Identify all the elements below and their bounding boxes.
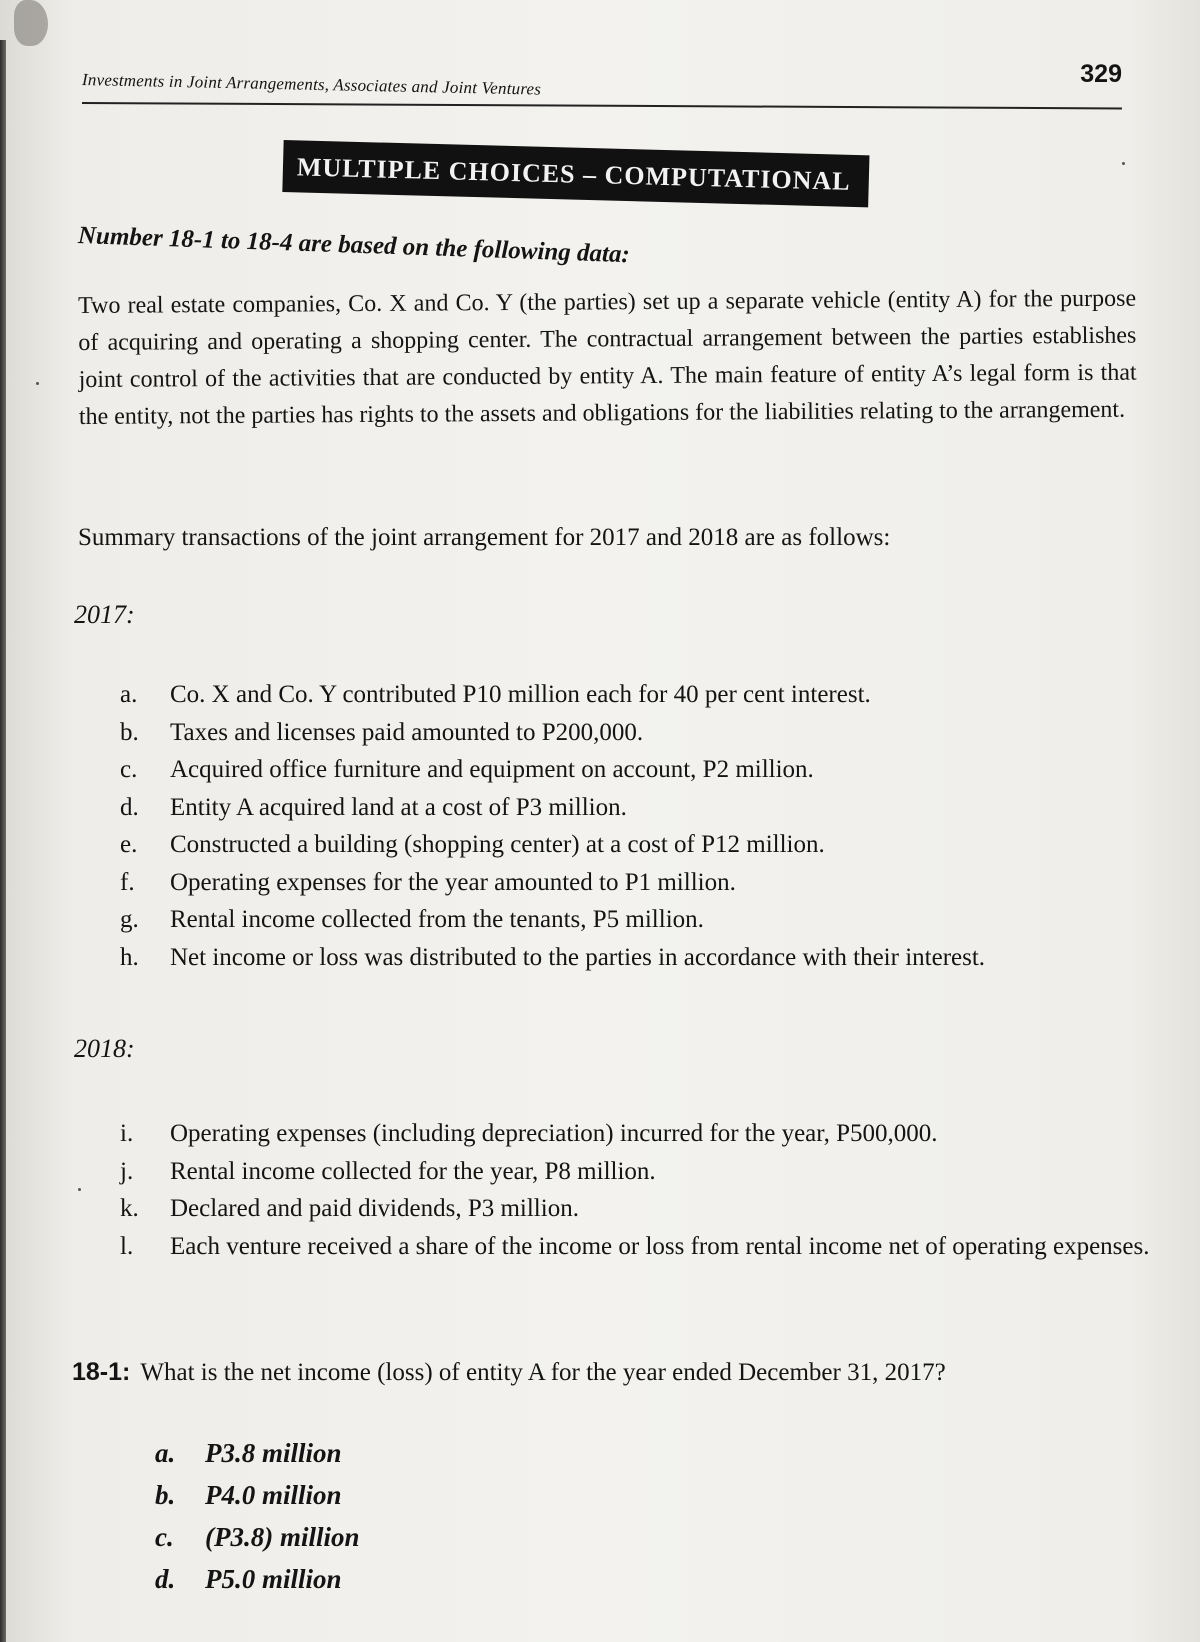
choice-letter: a. [155,1438,176,1468]
choice-letter: d. [155,1564,176,1594]
item-text: Rental income collected for the year, P8 million. [170,1157,656,1185]
item-text: Operating expenses (including depreciation) incurred for the year, P500,000. [170,1120,938,1147]
page-corner-mark [14,0,48,46]
item-text: Rental income collected from the tenants, P5 million. [170,906,704,933]
answer-choice [155,1558,360,1600]
item-letter: h. [120,943,139,971]
item-letter: b. [120,718,139,746]
running-title: Investments in Joint Arrangements, Associates and Joint Ventures [81,70,542,99]
choice-letter: b. [155,1480,176,1510]
item-text: Constructed a building (shopping center) at a cost of P12 million. [170,831,825,858]
list-item [120,1190,1200,1228]
question-18-1 [72,1358,1200,1387]
item-text: Acquired office furniture and equipment on account, P2 million. [170,756,814,783]
answer-choice [155,1474,360,1516]
summary-line: Summary transactions of the joint arrangement for 2017 and 2018 are as follows: [78,524,891,551]
item-letter: c. [120,756,138,783]
speck [1122,162,1125,165]
item-text: Net income or loss was distributed to the parties in accordance with their interest. [170,943,986,971]
header-rule [82,102,1122,109]
item-text: Declared and paid dividends, P3 million. [170,1195,579,1222]
list-item [120,1228,1200,1266]
question-number: 18-1: [72,1358,131,1386]
item-letter: d. [120,793,139,821]
answer-choice [155,1432,360,1474]
year-label-2017: 2017: [74,600,135,629]
item-letter: i. [120,1120,134,1147]
item-letter: l. [120,1232,134,1260]
item-text: Each venture received a share of the income or loss from rental income net of operating expenses. [170,1232,1150,1260]
running-header [82,54,1122,102]
list-item [120,1115,1200,1153]
item-text: Entity A acquired land at a cost of P3 million. [170,793,627,821]
list-item [120,714,1200,752]
list-item [120,826,1200,864]
item-letter: k. [120,1195,139,1222]
item-letter: e. [120,831,138,858]
item-letter: g. [120,906,139,933]
answer-choices [155,1432,360,1600]
choice-text: (P3.8) million [205,1522,360,1552]
list-item [120,901,1200,939]
question-text: What is the net income (loss) of entity A for the year ended December 31, 2017? [140,1359,946,1386]
item-text: Taxes and licenses paid amounted to P200,000. [170,718,644,746]
list-item [120,939,1200,977]
item-letter: a. [120,681,138,708]
speck [36,382,39,385]
year-label-2018: 2018: [74,1034,135,1063]
list-item [120,751,1200,789]
choice-text: P3.8 million [205,1438,342,1468]
speck [78,1188,81,1191]
item-letter: j. [120,1157,134,1185]
item-text: Co. X and Co. Y contributed P10 million each for 40 per cent interest. [170,681,871,708]
transactions-2017-list [120,676,1200,976]
page-number: 329 [1080,60,1122,88]
choice-text: P4.0 million [205,1480,342,1510]
item-text: Operating expenses for the year amounted to P1 million. [170,868,736,896]
choice-text: P5.0 million [205,1564,342,1594]
intro-heading: Number 18-1 to 18-4 are based on the following data: [77,222,631,269]
binding-edge [0,40,6,1642]
list-item [120,864,1200,902]
choice-letter: c. [155,1522,174,1552]
section-title-banner: MULTIPLE CHOICES – COMPUTATIONAL [282,140,869,207]
intro-paragraph: Two real estate companies, Co. X and Co. Y (the parties) set up a separate vehicle (entity A) for the purpose of acquiring and operating a shopping center. The contractual arrangement between the parties establishes joint control of the activities that are conducted by entity A. The main feature of entity A’s legal form is that the entity, not the parties has rights to the assets and obligations for the liabilities relating to the arrangement. [78,285,1137,430]
answer-choice [155,1516,360,1558]
list-item [120,789,1200,827]
item-letter: f. [120,868,135,896]
list-item [120,676,1200,714]
transactions-2018-list [120,1115,1200,1265]
list-item [120,1153,1200,1191]
